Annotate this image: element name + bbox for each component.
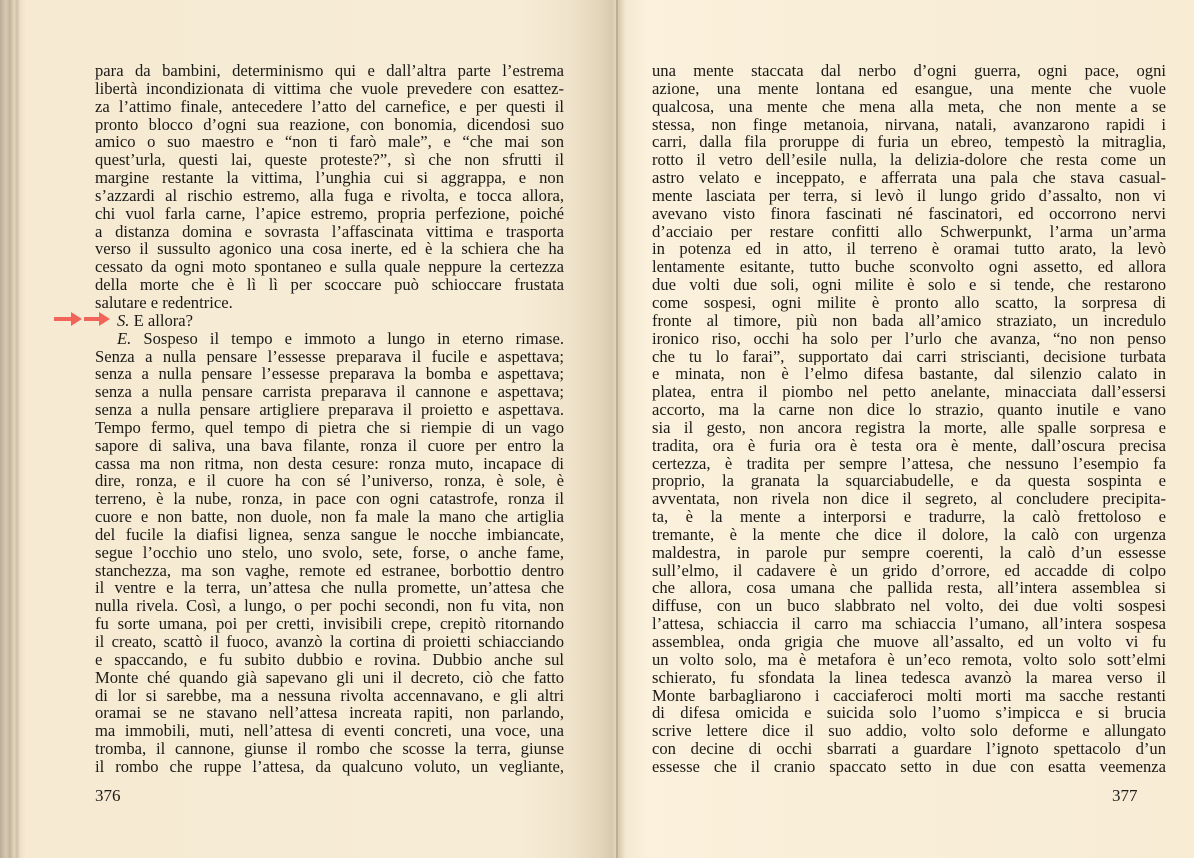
text-line: ma immobili, muti, nell’attesa di eventi concreti, una voce, una <box>95 722 564 741</box>
text-line: certezza, è tradita per sempre l’attesa, che nessuno l’esempio fa <box>652 454 1166 473</box>
text-line: dire, ronza, e il cuore ha con sé l’universo, ronza, è sole, è <box>95 472 564 491</box>
text-line: stessa, non finge metanoia, nirvana, natali, avanzarono rapidi i <box>652 115 1166 134</box>
text-line: che allora, cosa umana che pallida resta, all’intera assemblea si <box>652 579 1166 598</box>
text-line: e spaccando, e fu subito dubbio e rovina. Dubbio anche sul <box>95 650 564 669</box>
text-line: fu sorte umana, poi per cretti, invisibili crepe, crepitò ritornando <box>95 615 564 633</box>
text-line: amico o suo maestro e “non ti farò male”, e “che mai son <box>95 133 564 152</box>
text-line: il rombo che ruppe l’attesa, da qualcuno voluto, un vegliante, <box>95 757 564 776</box>
text-line: Monte ché quando già sapevano gli uni il decreto, ciò che fatto <box>95 668 564 687</box>
dialogue-line <box>95 312 564 330</box>
text-line: quest’urla, questi lai, queste proteste?”, sì che non sfrutti il <box>95 151 564 170</box>
speaker-label: S. <box>117 311 130 330</box>
text-line: con decine di occhi sbarrati a guardare l’ignoto spettacolo d’un <box>652 740 1166 758</box>
text-line: margine restante la vittima, l’unghia cui si aggrappa, e non <box>95 169 564 187</box>
text-line: diffuse, con un buco slabbrato nel volto, dei due volti sospesi <box>652 597 1166 616</box>
text-line: s’azzardi al rischio estremo, alla fuga e rivolta, e tocca allora, <box>95 186 564 205</box>
text-line: qualcosa, una mente che mena alla meta, che non mente a se <box>652 97 1166 116</box>
text-line: avventata, non rivela non dice il segreto, al concludere precipita- <box>652 490 1166 509</box>
text-line: della morte che è lì lì per scoccare può schioccare frustata <box>95 276 564 294</box>
text-line: a distanza domina e sovrasta l’affascinata vittima e trasporta <box>95 222 564 241</box>
text-line: di lor si sarebbe, ma a nessuna rivolta accennavano, e gli altri <box>95 686 564 705</box>
text-line: Senza a nulla pensare l’essesse preparava il fucile e aspettava; <box>95 347 564 366</box>
text-line: ta, è la mente a interporsi e tradurre, la calò frettoloso e <box>652 508 1166 526</box>
text-line: chi vuol farla carne, l’apice estremo, propria perfezione, poiché <box>95 204 564 223</box>
text-line: nulla rivela. Così, a lungo, o per pochi secondi, non fu vita, non <box>95 597 564 616</box>
text-line: schierato, fu sfondata la linea tedesca avanzò la marea verso il <box>652 668 1166 687</box>
text-line: in potenza ed in atto, il terreno è oramai tutto arato, la levò <box>652 240 1166 259</box>
text-line: ironico riso, occhi ha solo per l’urlo che avanza, “no non penso <box>652 329 1166 348</box>
text-line: assemblea, onda grigia che muove all’assalto, ed un volto vi fu <box>652 633 1166 651</box>
text-line: za l’attimo finale, antecedere l’atto del carnefice, e per questi il <box>95 97 564 116</box>
text-line: sia il gesto, non ancora registra la morte, alle spalle sorpresa e <box>652 418 1166 437</box>
text-line: senza a nulla pensare artigliere preparava il proietto e aspettava. <box>95 401 564 419</box>
text-line: mente lasciata per terra, si levò il lungo grido d’assalto, non vi <box>652 186 1166 205</box>
text-line: scrive lettere dice il suo addio, volto solo deforme e allungato <box>652 722 1166 741</box>
text-line: cassa ma non ritma, non desta cesure: ronza muto, incapace di <box>95 454 564 473</box>
text-line: platea, entra il piombo nel petto anelante, minacciata dall’essersi <box>652 383 1166 402</box>
text-line: proprio, la granata la squarciabudelle, e da questa sospinta e <box>652 472 1166 491</box>
text-line: segue l’occhio uno stelo, uno svolo, sete, forse, o anche fame, <box>95 543 564 562</box>
text-line: sapore di saliva, una bava filante, ronza il cuore per entro la <box>95 436 564 455</box>
text-line: tromba, il cannone, giunse il rombo che scosse la terra, giunse <box>95 740 564 758</box>
text-line: lentamente esitante, tutto buche sconvolto ogni assetto, ed allora <box>652 258 1166 277</box>
text-line: avevano visto finora fascinati né fascinatori, ed occorrono nervi <box>652 204 1166 223</box>
text-line: una mente staccata dal nerbo d’ogni guerra, ogni pace, ogni <box>652 62 1166 80</box>
dialogue-line <box>95 330 564 348</box>
text-line: essesse che il cranio spaccato setto in due con esatta veemenza <box>652 757 1166 776</box>
text-line: rotto il vetro dell’esile nulla, la delizia-dolore che resta come un <box>652 151 1166 170</box>
text-line: l’attesa, schiaccia il carro ma schiaccia l’umano, all’intera sospesa <box>652 615 1166 633</box>
text-line: Tempo fermo, quel tempo di pietra che si riempie di un vago <box>95 418 564 437</box>
right-page-text <box>652 62 1166 776</box>
red-double-arrow-icon <box>54 311 114 327</box>
text-line: e minata, non è l’elmo difesa bastante, dal silenzio calato in <box>652 365 1166 384</box>
speaker-label: E. <box>117 329 132 348</box>
text-line: sull’elmo, il cadavere è un grido d’orrore, ed accadde di colpo <box>652 561 1166 580</box>
text-line: tremante, è la mente che dice il dolore, la calò con urgenza <box>652 525 1166 544</box>
text-line: carri, dalla fila proruppe di furia un ebreo, tempestò la mitraglia, <box>652 133 1166 152</box>
text-line: come sospesi, ogni milite è pronto allo scatto, la sorpresa di <box>652 293 1166 312</box>
text-line: azione, una mente lontana ed esangue, una mente che vuole <box>652 79 1166 98</box>
text-line: due volti due soli, ogni milite è solo e si tende, che restarono <box>652 276 1166 294</box>
page-number-right: 377 <box>1112 786 1138 805</box>
text-line: senza a nulla pensare carrista preparava il cannone e aspettava; <box>95 383 564 402</box>
text-line: salutare e redentrice. <box>95 293 233 312</box>
text-line: libertà incondizionata di vittima che vuole prevedere con esattez- <box>95 79 564 98</box>
text-line: un volto solo, ma è metafora è un’eco remota, volto solo sott’elmi <box>652 650 1166 669</box>
text-line: tradita, ora è furia ora è testa ora è mente, dall’oscura precisa <box>652 436 1166 455</box>
page-number-left: 376 <box>95 786 121 805</box>
text-line: di difesa omicida e suicida solo l’uomo s’impicca e si brucia <box>652 704 1166 723</box>
text-line: verso il sussulto agonico una cosa inerte, ed è la schiera che ha <box>95 240 564 259</box>
text-line: senza a nulla pensare l’essesse preparava la bomba e aspettava; <box>95 365 564 384</box>
text-line: il ventre e la terra, un’attesa che nulla promette, un’attesa che <box>95 579 564 598</box>
text-line: del fucile la diafisi lignea, senza sangue le nocche imbiancate, <box>95 525 564 544</box>
dialogue-text: E allora? <box>129 311 194 330</box>
text-line: astro velato e inceppato, e afferrata una pala che stava casual- <box>652 169 1166 187</box>
text-line: cuore e non batte, non duole, non fa male la mano che artiglia <box>95 508 564 526</box>
text-line: pronto blocco d’ogni sua reazione, con bonomia, dicendosi suo <box>95 115 564 134</box>
text-line: cessato da ogni moto spontaneo e sulla quale neppure la certezza <box>95 258 564 277</box>
text-line: fronte al timore, più non bada all’amico straziato, un incredulo <box>652 311 1166 330</box>
dialogue-text: Sospeso il tempo e immoto a lungo in eterno rimase. <box>131 329 564 348</box>
text-line: terreno, è la nube, ronza, in pace con ogni catastrofe, ronza il <box>95 490 564 509</box>
text-line: che tu lo farai”, supportato dai carri striscianti, decisione turbata <box>652 347 1166 366</box>
arrow-icon <box>54 311 82 327</box>
text-line: stanchezza, ma son vaghe, remote ed estranee, borbottio dentro <box>95 561 564 580</box>
book-gutter <box>616 0 618 858</box>
left-page-text <box>95 62 564 776</box>
text-line: d’acciaio per restare confitti allo Schwerpunkt, l’arma un’arma <box>652 222 1166 241</box>
text-line: oramai se ne stavano nell’attesa increata rapiti, non parlando, <box>95 704 564 723</box>
text-line: Monte barbagliarono i cacciaferoci molti morti ma sacche restanti <box>652 686 1166 705</box>
text-line: para da bambini, determinismo qui e dall’altra parte l’estrema <box>95 62 564 80</box>
text-line: accorto, ma la carne non dice lo strazio, quanto inutile e vano <box>652 401 1166 419</box>
arrow-icon <box>84 311 112 327</box>
text-line: il creato, scattò il fuoco, avanzò la cortina di proietti schiacciando <box>95 633 564 651</box>
text-line: maldestra, in parole pur sempre coerenti, la calò d’un essesse <box>652 543 1166 562</box>
